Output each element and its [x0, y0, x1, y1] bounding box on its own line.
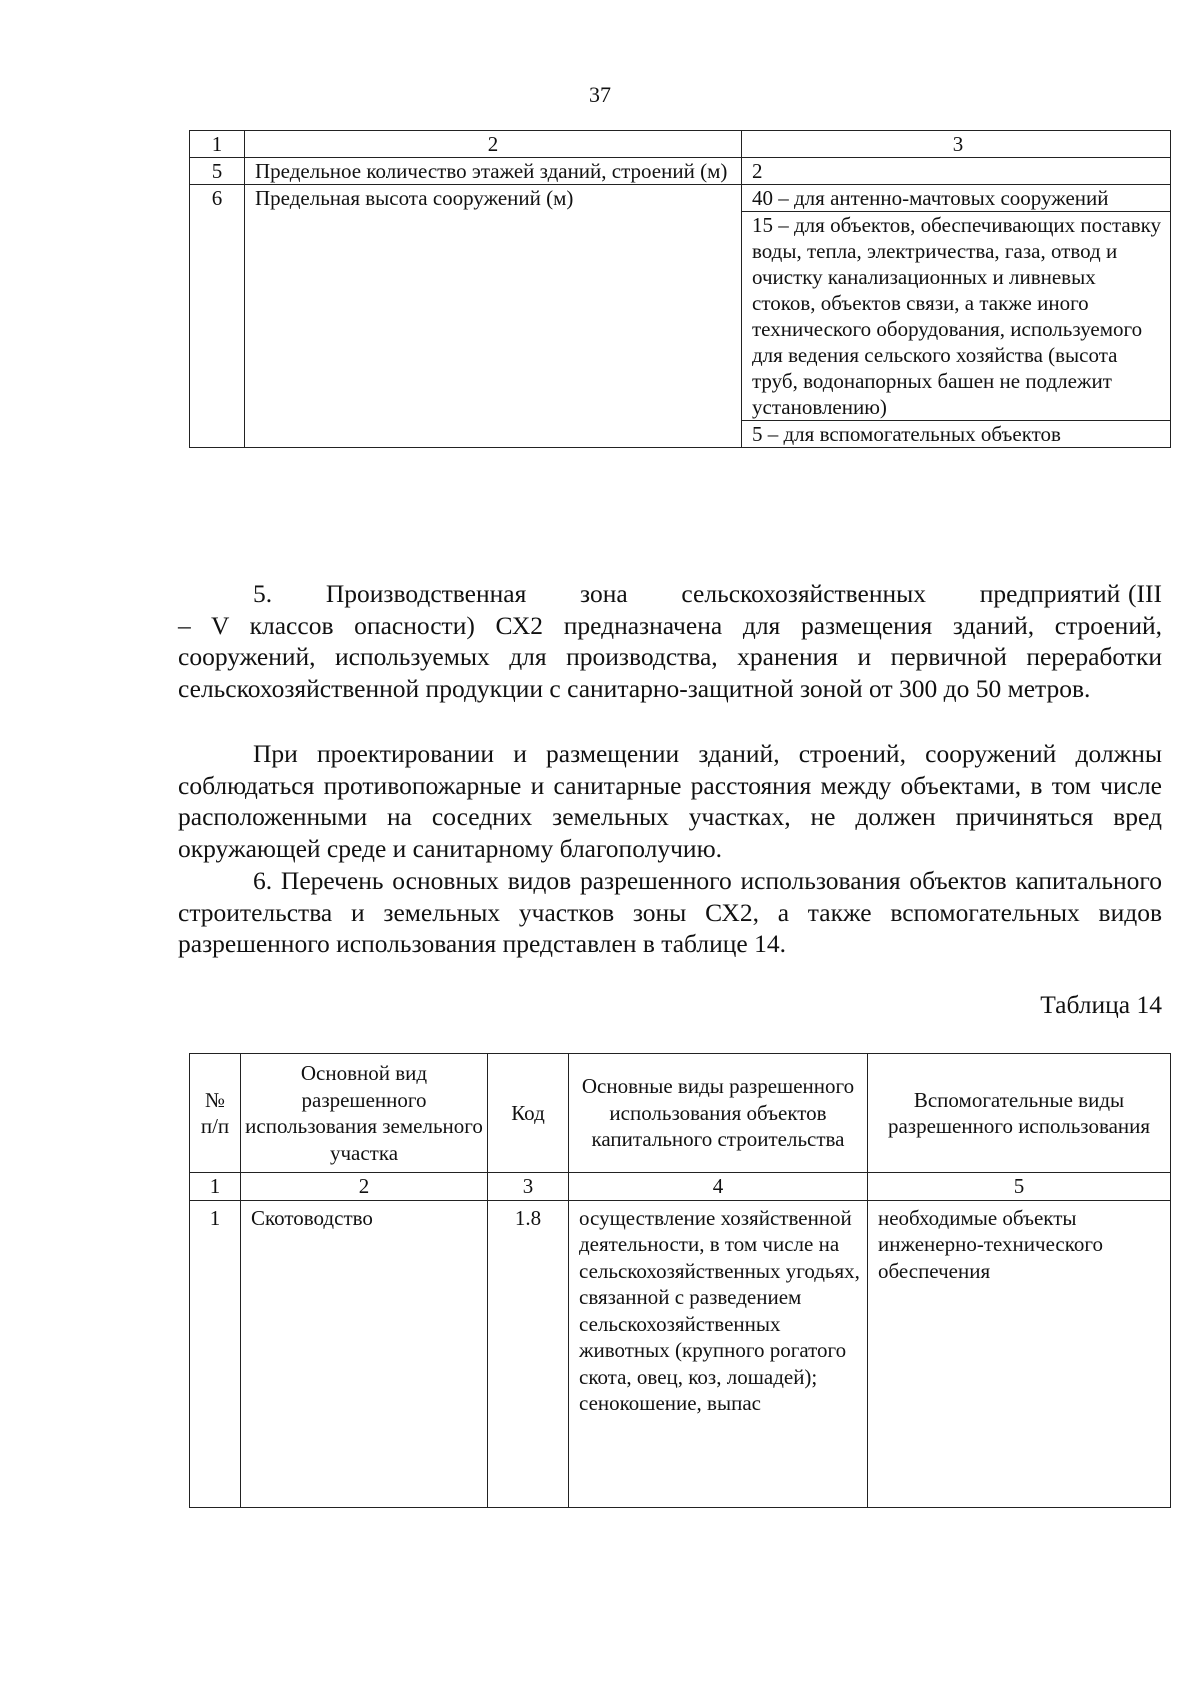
param-name: Предельная высота сооружений (м) [245, 185, 742, 448]
col-number: 3 [488, 1173, 569, 1201]
param-value: 5 – для вспомогательных объектов [742, 421, 1171, 448]
table-caption: Таблица 14 [1040, 990, 1162, 1019]
auxiliary-uses: необходимые объекты инженерно-технического обеспечения [868, 1200, 1171, 1507]
use-code: 1.8 [488, 1200, 569, 1507]
col-number: 2 [241, 1173, 488, 1201]
col-number: 2 [245, 131, 742, 158]
table-header-row [190, 1054, 1171, 1173]
capital-construction-uses: осуществление хозяйственной деятельности, в том числе на сельскохозяйственных угодьях, связанной с разведением сельскохозяйственных животных (крупного рогатого скота, овец, коз, лошадей); сенокошение, выпас [569, 1200, 868, 1507]
header-cell: № п/п [190, 1054, 241, 1173]
paragraph-lead: 5. Производственная зона сельскохозяйственных предприятий [253, 579, 1121, 608]
permitted-uses-table [189, 1053, 1171, 1508]
header-cell: Код [488, 1054, 569, 1173]
param-value: 15 – для объектов, обеспечивающих поставку воды, тепла, электричества, газа, отвод и очистку канализационных и ливневых стоков, объектов связи, а также иного технического оборудования, используемого для ведения сельского хозяйства (высота труб, водонапорных башен не подлежит установлению) [742, 212, 1171, 421]
column-number-row [190, 1173, 1171, 1201]
paragraph-design-requirements: При проектировании и размещении зданий, строений, сооружений должны соблюдаться противопожарные и санитарные расстояния между объектами, в том числе расположенными на соседних земельных участках, не должен причиняться вред окружающей среде и санитарному благополучию. [178, 739, 1162, 863]
paragraph-text: (III – V классов опасности) СХ2 предназначена для размещения зданий, строений, сооружений, используемых для производства, хранения и первичной переработки сельскохозяйственной продукции с санитарно-защитной зоной от 300 до 50 метров. [178, 579, 1163, 703]
row-number: 6 [190, 185, 245, 448]
param-name: Предельное количество этажей зданий, строений (м) [245, 158, 742, 185]
col-number: 1 [190, 1173, 241, 1201]
land-use-type: Скотоводство [241, 1200, 488, 1507]
header-cell: Основной вид разрешенного использования земельного участка [241, 1054, 488, 1173]
table-header-row [190, 131, 1171, 158]
row-number: 1 [190, 1200, 241, 1507]
table-row [190, 1200, 1171, 1507]
param-value: 2 [742, 158, 1171, 185]
table-row [190, 158, 1171, 185]
header-cell: Вспомогательные виды разрешенного использования [868, 1054, 1171, 1173]
row-number: 5 [190, 158, 245, 185]
param-value: 40 – для антенно-мачтовых сооружений [742, 185, 1171, 212]
col-number: 1 [190, 131, 245, 158]
paragraph-permitted-uses: 6. Перечень основных видов разрешенного использования объектов капитального строительства и земельных участков зоны СХ2, а также вспомогательных видов разрешенного использования представлен в таблице 14. [178, 866, 1162, 958]
col-number: 5 [868, 1173, 1171, 1201]
col-number: 4 [569, 1173, 868, 1201]
table-row [190, 185, 1171, 212]
header-cell: Основные виды разрешенного использования объектов капитального строительства [569, 1054, 868, 1173]
parameters-table [189, 130, 1171, 448]
paragraph-zone-description [178, 578, 1162, 704]
col-number: 3 [742, 131, 1171, 158]
page-number: 37 [589, 82, 611, 107]
